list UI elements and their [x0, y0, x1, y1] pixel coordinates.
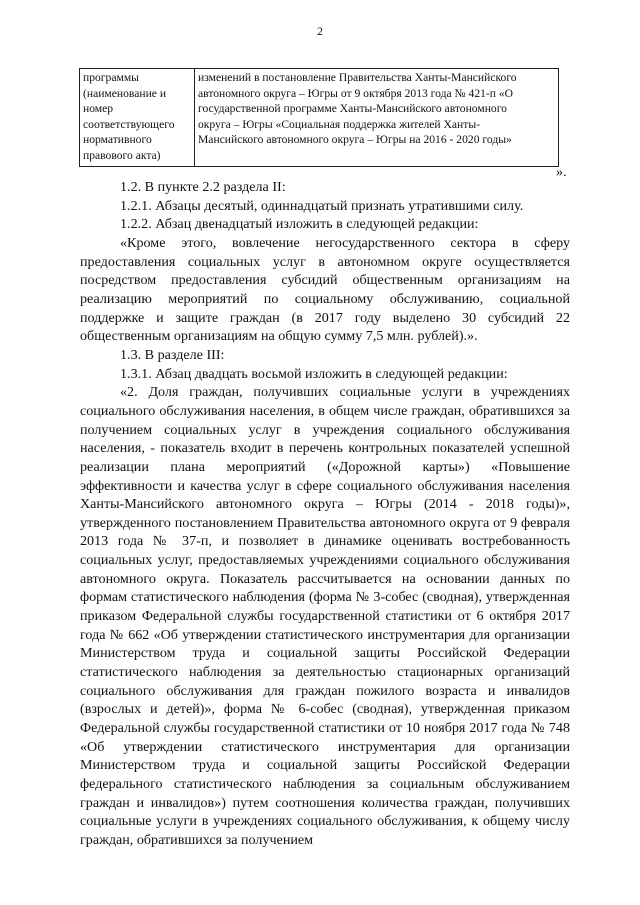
table-value-line: автономного округа – Югры от 9 октября 2013 года № 421-п «О	[198, 86, 514, 100]
table-label-line: соответствующего	[83, 117, 175, 131]
page-number: 2	[317, 24, 323, 38]
paragraph: 1.3.1. Абзац двадцать восьмой изложить в следующей редакции:	[120, 365, 508, 382]
table-label-line: правового акта)	[83, 148, 161, 162]
paragraph: 1.2. В пункте 2.2 раздела II:	[120, 179, 286, 195]
table-row	[80, 69, 559, 167]
table-value-line: округа – Югры «Социальная поддержка жителей Ханты-	[198, 117, 480, 131]
table-label-line: (наименование и	[83, 86, 167, 100]
paragraph: 1.2.1. Абзацы десятый, одиннадцатый признать утратившими силу.	[120, 197, 524, 214]
paragraph: «2. Доля граждан, получивших социальные услуги в учреждениях социального обслуживания населения, в общем числе граждан, обратившихся за получением социальных услуг в учреждения социального обслуживания населения, - показатель входит в перечень контрольных показателей успешной реализации плана мероприятий («Дорожной карты») «Повышение эффективности и качества услуг в сфере социального обслуживания населения Ханты-Мансийского автономного округа – Югры (2014 - 2018 годы)», утвержденного постановлением Правительства автономного округа от 9 февраля 2013 года № 37-п, и позволяет в динамике оценивать востребованность социальных услуг, предоставляемых учреждениями социального обслуживания автономного округа. Показатель рассчитывается на основании данных по формам статистического наблюдения (форма № 3-собес (сводная), утвержденная приказом Федеральной службы государственной статистики от 6 октября 2017 года № 662 «Об утверждении статистического инструментария для организации Министерством труда и социальной защиты Российской Федерации статистического наблюдения за деятельностью стационарных организаций социального обслуживания для граждан пожилого возраста и инвалидов (взрослых и детей)», форма № 6-собес (сводная), утвержденная приказом Федеральной службы государственной статистики от 10 ноября 2017 года № 748 «Об утверждении статистического инструментария для организации Министерством труда и социальной защиты Российской Федерации федерального статистического наблюдения за социальным обслуживанием граждан и инвалидов») путем соотношения количества граждан, получивших социальные услуги в учреждениях социального обслуживания, к общему числу граждан, обратившихся за получением	[80, 384, 570, 848]
program-table	[79, 68, 559, 167]
paragraph: 1.2.2. Абзац двенадцатый изложить в следующей редакции:	[120, 216, 479, 233]
table-value-line: Мансийского автономного округа – Югры на 2016 - 2020 годы»	[198, 133, 512, 147]
table-label-cell	[80, 69, 195, 167]
table-label-line: программы	[83, 71, 139, 84]
table-value-line: государственной программе Ханты-Мансийского автономного	[198, 102, 507, 116]
table-label-line: нормативного	[83, 133, 152, 147]
paragraph: 1.3. В разделе III:	[120, 346, 225, 363]
table-value-line: изменений в постановление Правительства Ханты-Мансийского	[198, 71, 517, 84]
table-label-line: номер	[83, 102, 114, 116]
closing-quote-mark: ».	[556, 165, 567, 180]
paragraph: «Кроме этого, вовлечение негосударственного сектора в сферу предоставления социальных услуг в автономном округе осуществляется посредством предоставления субсидий общественным организациям на реализацию мероприятий по социальному обслуживанию, социальной поддержке и защите граждан (в 2017 году выделено 30 субсидий 22 общественным организациям на общую сумму 7,5 млн. рублей).».	[80, 234, 570, 345]
document-body	[80, 178, 570, 850]
table-value-cell	[195, 69, 559, 167]
